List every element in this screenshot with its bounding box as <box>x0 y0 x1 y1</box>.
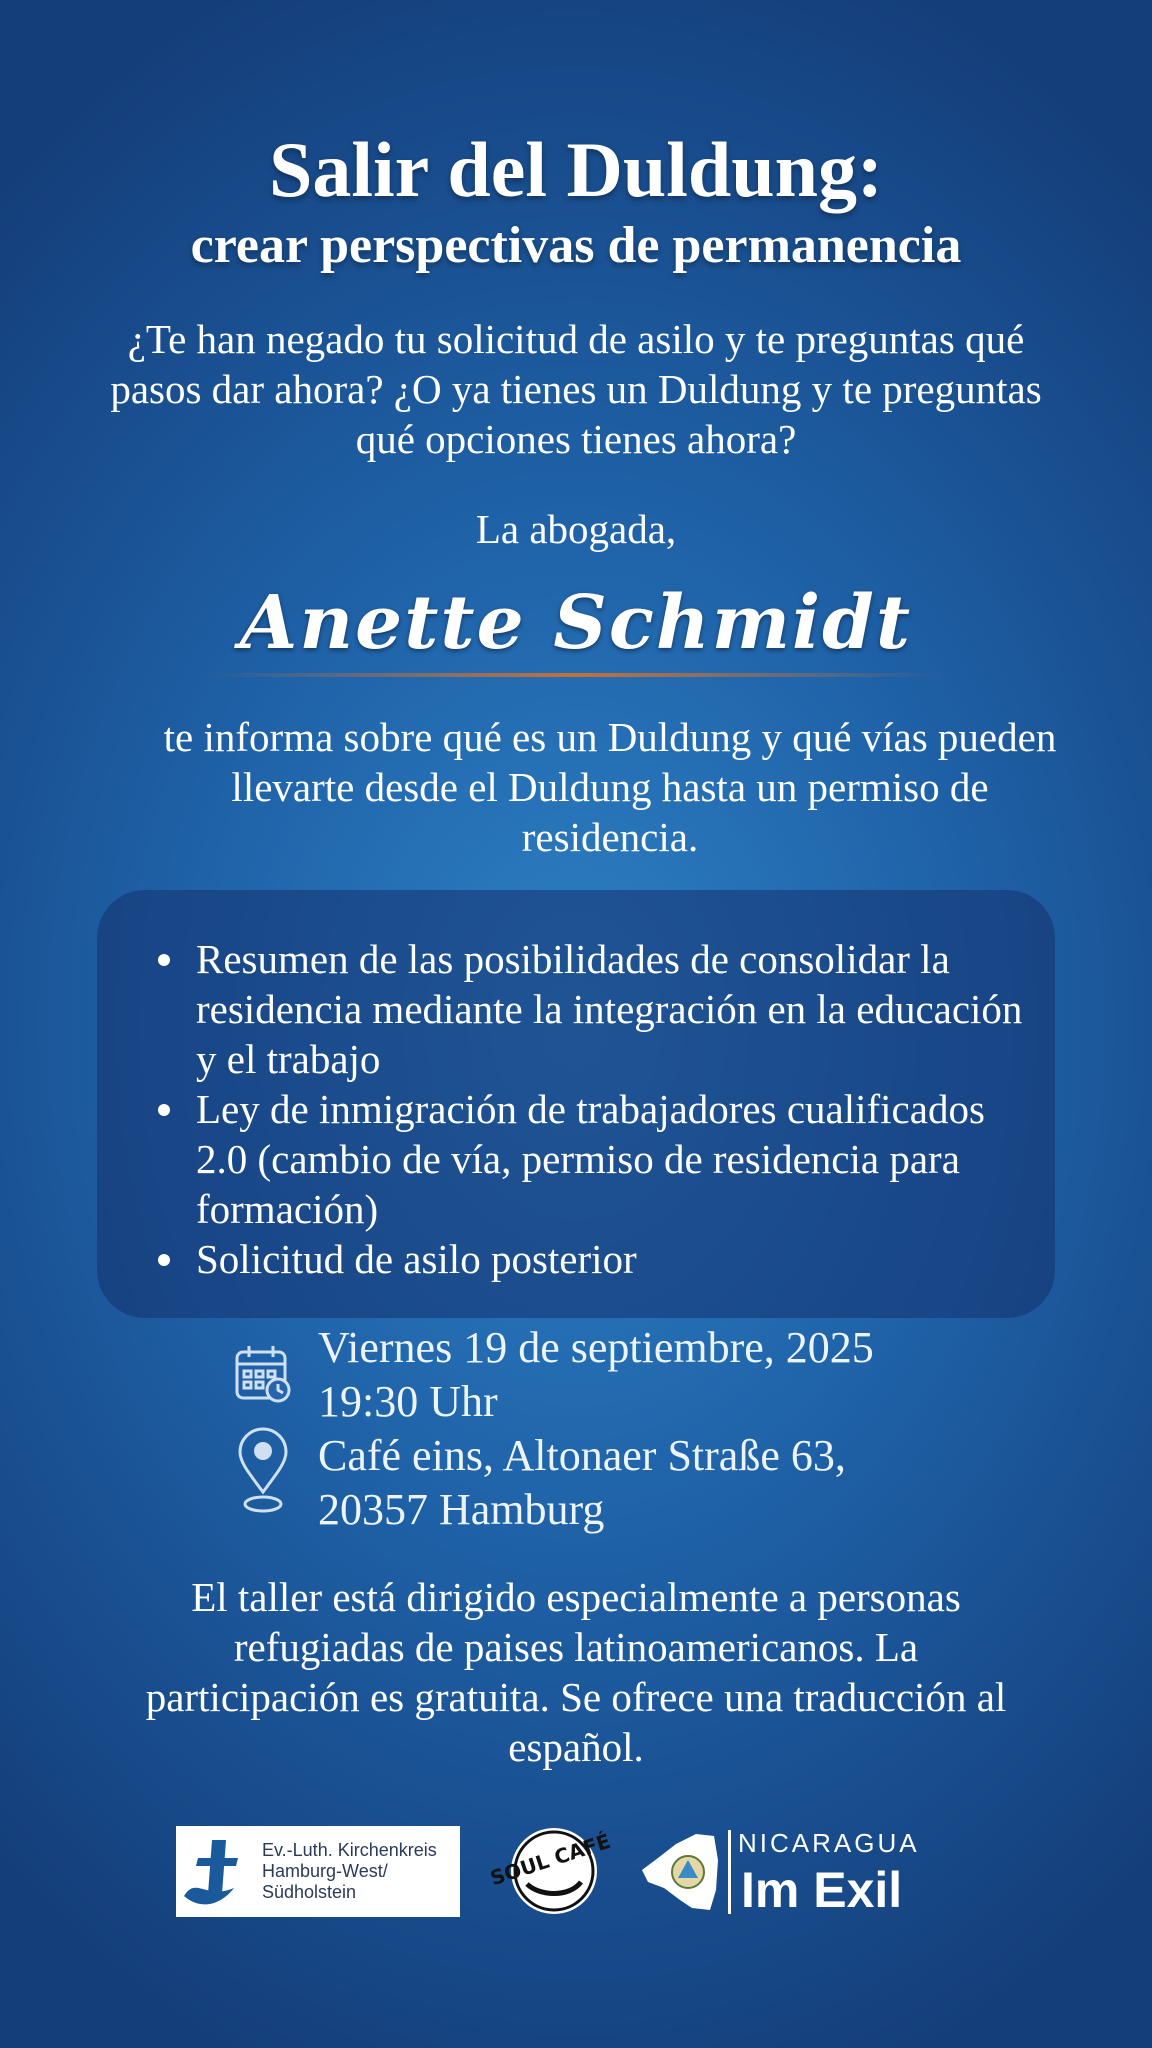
kirchenkreis-line3: Südholstein <box>262 1882 357 1902</box>
event-date: Viernes 19 de septiembre, 2025 <box>318 1323 874 1372</box>
map-pin-icon <box>236 1428 290 1516</box>
topic-item <box>140 1234 1040 1284</box>
nicaragua-label: NICARAGUA <box>738 1828 920 1858</box>
topic-text: Ley de inmigración de trabajadores cualificados 2.0 (cambio de vía, permiso de residencia para formación) <box>196 1086 985 1232</box>
topics-list <box>140 934 1040 1284</box>
closing-text: El taller está dirigido especialmente a personas refugiadas de paises latinoamericanos. La participación es gratuita. Se ofrece una traducción al español. <box>145 1574 1007 1770</box>
topic-item <box>140 934 1040 1084</box>
intro-text: ¿Te han negado tu solicitud de asilo y te preguntas qué pasos dar ahora? ¿O ya tienes un Duldung y te preguntas qué opciones tienes ahora? <box>110 316 1042 462</box>
event-address-line1: Café eins, Altonaer Straße 63, <box>318 1431 846 1480</box>
im-exil-label: Im Exil <box>741 1862 903 1918</box>
kirchenkreis-logo <box>176 1826 460 1917</box>
bullet-icon <box>158 954 170 966</box>
poster-title: Salir del Duldung: <box>268 126 884 213</box>
calendar-clock-icon <box>234 1344 292 1404</box>
kirchenkreis-line2: Hamburg-West/ <box>262 1861 388 1881</box>
event-address-line2: 20357 Hamburg <box>318 1485 605 1534</box>
kirchenkreis-line1: Ev.-Luth. Kirchenkreis <box>262 1840 437 1860</box>
lawyer-signature: Anette Schmidt <box>239 580 913 666</box>
topic-text: Resumen de las posibilidades de consolidar la residencia mediante la integración en la educación y el trabajo <box>196 936 1023 1082</box>
event-time: 19:30 Uhr <box>318 1377 498 1426</box>
logo-divider <box>728 1830 731 1914</box>
nicaragua-im-exil-logo <box>636 1826 956 1918</box>
cross-logo-icon <box>176 1826 256 1917</box>
signature-underline <box>205 673 945 677</box>
bullet-icon <box>158 1254 170 1266</box>
cafe-logo-text: SOUL CAFÉ <box>487 1828 614 1891</box>
description-text: te informa sobre qué es un Duldung y qué vías pueden llevarte desde el Duldung hasta un permiso de residencia. <box>163 714 1057 860</box>
poster-subtitle: crear perspectivas de permanencia <box>190 217 962 274</box>
soul-cafe-logo <box>487 1826 614 1916</box>
nicaragua-map-icon <box>636 1830 722 1916</box>
topic-item <box>140 1084 1040 1234</box>
lawyer-label: La abogada, <box>475 506 677 552</box>
topic-text: Solicitud de asilo posterior <box>196 1236 637 1282</box>
bullet-icon <box>158 1104 170 1116</box>
